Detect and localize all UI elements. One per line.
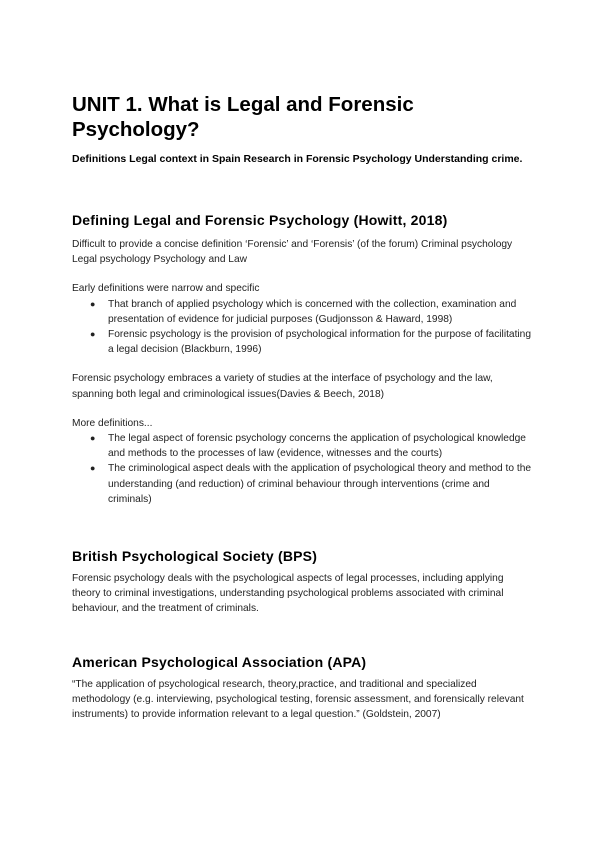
list-early-definitions <box>72 297 532 358</box>
paragraph-bps: Forensic psychology deals with the psychological aspects of legal processes, including applying theory to criminal investigations, understanding psychological problems associated with criminal behaviour, and the treatment of criminals. <box>72 573 504 615</box>
list-item <box>90 327 532 357</box>
page-subtitle: Definitions Legal context in Spain Research in Forensic Psychology Understanding crime. <box>72 153 523 165</box>
section-heading-bps: British Psychological Society (BPS) <box>72 548 318 565</box>
bullet-icon: ● <box>90 298 96 309</box>
list-item <box>90 431 532 461</box>
page-title: UNIT 1. What is Legal and Forensic Psychology? <box>72 93 414 141</box>
bullet-icon: ● <box>90 463 96 474</box>
list-item-text: The legal aspect of forensic psychology concerns the application of psychological knowledge and methods to the processes of law (evidence, witnesses and the courts) <box>108 433 526 460</box>
list-item <box>90 297 532 327</box>
paragraph-early-definitions: Early definitions were narrow and specific <box>72 283 260 295</box>
paragraph-apa: “The application of psychological research, theory,practice, and traditional and specialized methodology (e.g. interviewing, psychological testing, forensic assessment, and forensically relevant instruments) to provide information relevant to a legal question.” (Goldstein, 2007) <box>72 678 524 721</box>
document-page <box>72 92 532 722</box>
section-heading-apa: American Psychological Association (APA) <box>72 653 367 670</box>
list-more-definitions <box>72 431 532 507</box>
list-item-text: Forensic psychology is the provision of psychological information for the purpose of facilitating a legal decision (Blackburn, 1996) <box>108 329 532 356</box>
bullet-icon: ● <box>90 329 96 340</box>
paragraph-difficult: Difficult to provide a concise definition ‘Forensic’ and ‘Forensis’ (of the forum) Criminal psychology Legal psychology Psychology and Law <box>72 239 513 266</box>
paragraph-more-definitions: More definitions... <box>72 417 153 429</box>
list-item-text: The criminological aspect deals with the application of psychological theory and method to the understanding (and reduction) of criminal behaviour through interventions (crime and criminals) <box>108 463 532 505</box>
section-heading-defining: Defining Legal and Forensic Psychology (Howitt, 2018) <box>72 212 448 228</box>
bullet-icon: ● <box>90 433 96 444</box>
paragraph-embraces: Forensic psychology embraces a variety of studies at the interface of psychology and the law, spanning both legal and criminological issues(Davies & Beech, 2018) <box>72 373 493 400</box>
list-item-text: That branch of applied psychology which is concerned with the collection, examination and presentation of evidence for judicial purposes (Gudjonsson & Haward, 1998) <box>108 298 517 325</box>
list-item <box>90 461 532 507</box>
